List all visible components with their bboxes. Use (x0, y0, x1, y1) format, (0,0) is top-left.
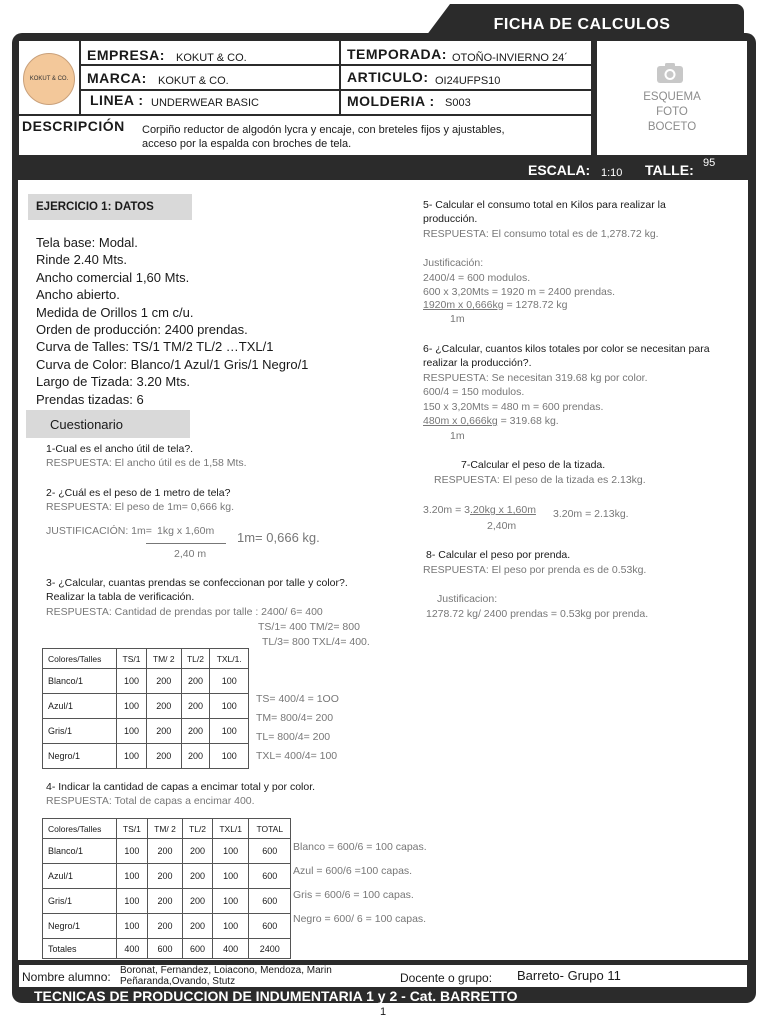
empresa-value: KOKUT & CO. (176, 52, 247, 64)
q5-line4: 1m (450, 313, 465, 325)
table-header-row (43, 649, 249, 669)
table-cell: 100 (210, 694, 249, 719)
table-cell: Blanco/1 (43, 669, 117, 694)
q2-answer: RESPUESTA: El peso de 1m= 0,666 kg. (46, 501, 235, 513)
marca-value: KOKUT & CO. (158, 75, 229, 87)
q1-question: 1-Cual es el ancho útil de tela?. (46, 443, 194, 455)
q5-line3-result: = 1278.72 kg (503, 299, 568, 311)
q4-side-note: Azul = 600/6 =100 capas. (293, 865, 413, 877)
table-cell: 200 (183, 839, 213, 864)
q5-answer: RESPUESTA: El consumo total es de 1,278.72 kg. (423, 228, 659, 240)
q6-question-line2: realizar la producción?. (423, 357, 532, 369)
table-cell: 2400 (249, 939, 291, 959)
dato-item: Prendas tizadas: 6 (36, 391, 144, 407)
table-cell: 100 (210, 744, 249, 769)
table-header: TXL/1 (212, 819, 249, 839)
table-row (43, 914, 291, 939)
q5-line3 (423, 298, 568, 312)
table-cell: Totales (43, 939, 117, 959)
logo-text: KOKUT & CO. (29, 76, 69, 82)
sheet-title: FICHA DE CALCULOS (493, 16, 671, 33)
table-header: Colores/Talles (43, 649, 117, 669)
q4-side-note: Blanco = 600/6 = 100 capas. (293, 841, 427, 853)
q3-question-line1: 3- ¿Calcular, cuantas prendas se confeccionan por talle y color?. (46, 577, 348, 589)
table-cell: 100 (117, 864, 148, 889)
q7-answer: RESPUESTA: El peso de la tizada es 2.13kg. (434, 474, 646, 486)
marca-label: MARCA: (87, 70, 147, 86)
articulo-label: ARTICULO: (347, 69, 429, 85)
table-cell: 600 (249, 864, 291, 889)
linea-value: UNDERWEAR BASIC (151, 97, 259, 109)
table-cell: 600 (183, 939, 213, 959)
articulo-value: OI24UFPS10 (435, 75, 501, 87)
table-cell: 100 (117, 744, 147, 769)
table-header: TL/2 (181, 649, 210, 669)
table-row (43, 889, 291, 914)
table-header: TM/ 2 (147, 649, 182, 669)
dato-item: Medida de Orillos 1 cm c/u. (36, 304, 194, 320)
q6-line3-numerator: 480m x 0,666kg (423, 415, 498, 427)
q5-line3-numerator: 1920m x 0,666kg (423, 299, 504, 311)
sketch-placeholder-line3: BOCETO (647, 121, 697, 133)
table-cell: 200 (183, 864, 213, 889)
q7-calc-right: 3.20m = 2.13kg. (553, 508, 629, 520)
table-cell: Gris/1 (43, 889, 117, 914)
camera-icon (656, 62, 684, 84)
q3-side-note: TM= 800/4= 200 (256, 712, 334, 724)
q7-calc-denominator: 2,40m (487, 520, 517, 532)
dato-item: Ancho abierto. (36, 287, 120, 303)
docente-label: Docente o grupo: (400, 971, 493, 985)
q2-justification-result: 1m= 0,666 kg. (237, 530, 320, 545)
table-row (43, 719, 249, 744)
table-cell: 100 (117, 889, 148, 914)
table-header: TS/1 (117, 649, 147, 669)
dato-item: Curva de Color: Blanco/1 Azul/1 Gris/1 Negro/1 (36, 356, 309, 372)
table-cell: 200 (147, 744, 182, 769)
table-cell: 200 (181, 694, 210, 719)
table-header: TM/ 2 (147, 819, 182, 839)
table-cell: 100 (212, 839, 249, 864)
q3-side-note: TXL= 400/4= 100 (256, 750, 338, 762)
table-row (43, 744, 249, 769)
table-cell: Azul/1 (43, 864, 117, 889)
table-cell: 600 (249, 914, 291, 939)
descripcion-label: DESCRIPCIÓN (22, 118, 125, 134)
escala-label: ESCALA: (528, 162, 591, 178)
molderia-value: S003 (445, 97, 471, 109)
course-banner: TECNICAS DE PRODUCCION DE INDUMENTARIA 1 y 2 - Cat. BARRETTO (34, 988, 518, 1004)
table-cell: 200 (147, 839, 182, 864)
table-cell: 200 (147, 914, 182, 939)
q5-line1: 2400/4 = 600 modulos. (423, 272, 531, 284)
table-header: TS/1 (117, 819, 148, 839)
escala-value: 1:10 (601, 167, 623, 179)
sketch-placeholder-line1: ESQUEMA (643, 91, 701, 103)
table-cell: 100 (210, 719, 249, 744)
q2-justification-numerator: 1kg x 1,60m (157, 525, 215, 537)
q8-justification-title: Justificacion: (437, 593, 498, 605)
table-cell: 100 (117, 914, 148, 939)
q3-answer: RESPUESTA: Cantidad de prendas por talle : 2400/ 6= 400 (46, 606, 323, 618)
q3-answer-line3: TL/3= 800 TXL/4= 400. (262, 636, 370, 648)
q8-answer: RESPUESTA: El peso por prenda es de 0.53kg. (423, 564, 647, 576)
table-cell: 100 (212, 864, 249, 889)
ejercicio-title: EJERCICIO 1: DATOS (36, 201, 154, 213)
q3-side-note: TL= 800/4= 200 (256, 731, 331, 743)
table-cell: 100 (210, 669, 249, 694)
table-cell: 100 (117, 694, 147, 719)
table-cell: 200 (147, 719, 182, 744)
table-cell: 200 (183, 914, 213, 939)
dato-item: Orden de producción: 2400 prendas. (36, 322, 248, 338)
q4-question: 4- Indicar la cantidad de capas a encimar total y por color. (46, 781, 316, 793)
brand-logo (23, 53, 75, 105)
q2-justification-denominator: 2,40 m (174, 548, 207, 560)
table-row (43, 839, 291, 864)
talle-label: TALLE: (645, 162, 694, 178)
q6-question-line1: 6- ¿Calcular, cuantos kilos totales por color se necesitan para (423, 343, 710, 355)
alumno-names-line2: Peñaranda,Ovando, Stutz (120, 976, 236, 987)
sketch-placeholder-line2: FOTO (656, 106, 688, 118)
table-cell: 600 (249, 889, 291, 914)
page-number: 1 (380, 1006, 387, 1018)
table-cell: 200 (183, 889, 213, 914)
dato-item: Rinde 2.40 Mts. (36, 252, 128, 268)
table-cell: 100 (212, 914, 249, 939)
q6-line3 (423, 414, 559, 428)
q5-line2: 600 x 3,20Mts = 1920 m = 2400 prendas. (423, 286, 616, 298)
q3-side-note: TS= 400/4 = 1OO (256, 693, 339, 705)
table-cell: Gris/1 (43, 719, 117, 744)
table-cell: 600 (147, 939, 182, 959)
table-cell: 200 (181, 719, 210, 744)
table-header: TL/2 (183, 819, 213, 839)
table-cell: 200 (181, 669, 210, 694)
q7-question: 7-Calcular el peso de la tizada. (461, 459, 606, 471)
docente-value: Barreto- Grupo 11 (517, 968, 621, 983)
dato-item: Tela base: Modal. (36, 235, 138, 250)
table-cell: 200 (147, 694, 182, 719)
table-cell: Blanco/1 (43, 839, 117, 864)
alumno-names-line1: Boronat, Fernandez, Loiacono, Mendoza, Marin (120, 965, 332, 976)
table-cell: Negro/1 (43, 744, 117, 769)
table-cell: 600 (249, 839, 291, 864)
q8-question: 8- Calcular el peso por prenda. (426, 549, 571, 561)
dato-item: Curva de Talles: TS/1 TM/2 TL/2 …TXL/1 (36, 339, 274, 355)
table-row (43, 694, 249, 719)
descripcion-line1: Corpiño reductor de algodón lycra y encaje, con breteles fijos y ajustables, (142, 124, 505, 136)
q6-line2: 150 x 3,20Mts = 480 m = 600 prendas. (423, 401, 604, 413)
talle-value: 95 (703, 157, 716, 169)
verification-table (42, 648, 249, 769)
dato-item: Ancho comercial 1,60 Mts. (36, 269, 190, 285)
table-header: Colores/Talles (43, 819, 117, 839)
q4-side-note: Gris = 600/6 = 100 capas. (293, 889, 414, 901)
table-cell: 400 (212, 939, 249, 959)
q3-answer-line2: TS/1= 400 TM/2= 800 (258, 621, 360, 633)
table-row (43, 864, 291, 889)
q4-side-note: Negro = 600/ 6 = 100 capas. (293, 913, 427, 925)
temporada-value: OTOÑO-INVIERNO 24´ (452, 52, 568, 64)
empresa-label: EMPRESA: (87, 47, 165, 63)
q5-question-line2: producción. (423, 213, 478, 225)
q2-question: 2- ¿Cuál es el peso de 1 metro de tela? (46, 487, 231, 499)
table-cell: 100 (117, 719, 147, 744)
table-header-row (43, 819, 291, 839)
table-cell: 200 (147, 669, 182, 694)
table-cell: 400 (117, 939, 148, 959)
table-cell: 100 (212, 889, 249, 914)
linea-label: LINEA : (90, 92, 144, 108)
layers-table (42, 818, 291, 959)
table-cell: Negro/1 (43, 914, 117, 939)
table-cell: 200 (147, 864, 182, 889)
q1-answer: RESPUESTA: El ancho útil es de 1,58 Mts. (46, 457, 247, 469)
dato-item: Largo de Tizada: 3.20 Mts. (36, 374, 190, 390)
molderia-label: MOLDERIA : (347, 93, 435, 109)
alumno-label: Nombre alumno: (22, 970, 111, 984)
q6-answer: RESPUESTA: Se necesitan 319.68 kg por color. (423, 372, 648, 384)
table-totals-row (43, 939, 291, 959)
datos-list (36, 234, 396, 408)
q5-justification-title: Justificación: (423, 257, 484, 269)
descripcion-line2: acceso por la espalda con broches de tela. (142, 138, 352, 150)
q4-answer: RESPUESTA: Total de capas a encimar 400. (46, 795, 255, 807)
table-row (43, 669, 249, 694)
q7-calc-left (423, 503, 536, 517)
q7-calc-prefix: 3.20m = 3 (423, 504, 470, 516)
table-cell: 200 (181, 744, 210, 769)
table-cell: 100 (117, 839, 148, 864)
table-cell: 200 (147, 889, 182, 914)
q3-question-line2: Realizar la tabla de verificación. (46, 591, 195, 603)
q5-question-line1: 5- Calcular el consumo total en Kilos para realizar la (423, 199, 666, 211)
q2-fraction-line (146, 543, 226, 544)
q8-line1: 1278.72 kg/ 2400 prendas = 0.53kg por prenda. (426, 608, 649, 620)
q6-line1: 600/4 = 150 modulos. (423, 386, 525, 398)
table-cell: 100 (117, 669, 147, 694)
temporada-label: TEMPORADA: (347, 46, 447, 62)
cuestionario-title: Cuestionario (50, 417, 123, 432)
q2-justification-label: JUSTIFICACIÓN: 1m= (46, 525, 152, 537)
q7-calc-numerator: .20kg x 1,60m (470, 504, 536, 516)
table-cell: Azul/1 (43, 694, 117, 719)
q6-line4: 1m (450, 430, 465, 442)
table-header: TOTAL (249, 819, 291, 839)
table-header: TXL/1. (210, 649, 249, 669)
q6-line3-result: = 319.68 kg. (497, 415, 559, 427)
